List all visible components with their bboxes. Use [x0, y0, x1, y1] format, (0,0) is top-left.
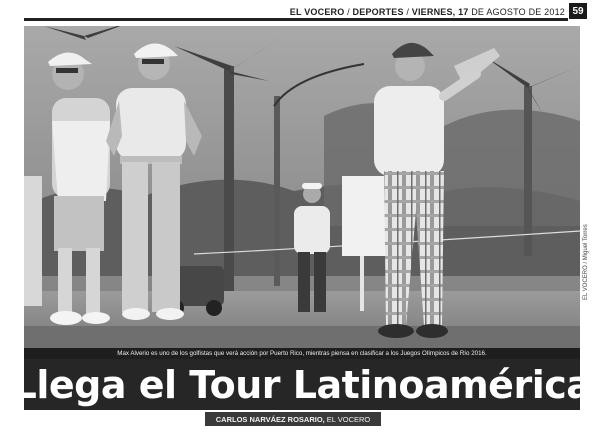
byline-author: CARLOS NARVÁEZ ROSARIO,	[215, 414, 325, 424]
news-photo	[24, 26, 580, 348]
caption-text: Max Alverio es uno de los golfistas que verá acción por Puerto Rico, mientras piensa en clasificar a los Juegos Olímpicos de Río 2016.	[117, 350, 487, 357]
byline	[205, 412, 381, 426]
header-day: VIERNES,	[411, 7, 456, 17]
photo-caption	[24, 348, 580, 359]
header-rule	[24, 18, 568, 21]
header-date-rest: DE AGOSTO DE 2012	[471, 7, 565, 17]
headline: Llega el Tour Latinoamérica	[12, 362, 592, 407]
photo-credit: EL VOCERO / Miguel Torres	[583, 224, 589, 300]
golf-course-photo	[24, 26, 580, 348]
header-publication: EL VOCERO	[289, 7, 345, 17]
header-section: DEPORTES	[352, 7, 404, 17]
headline-bar	[12, 359, 592, 410]
page-number: 59	[569, 3, 587, 19]
header-date-day: 17	[458, 7, 469, 17]
header-text: EL VOCERO / DEPORTES / VIERNES, 17 DE AGOSTO DE 2012	[289, 7, 565, 17]
byline-organization: EL VOCERO	[326, 414, 371, 424]
